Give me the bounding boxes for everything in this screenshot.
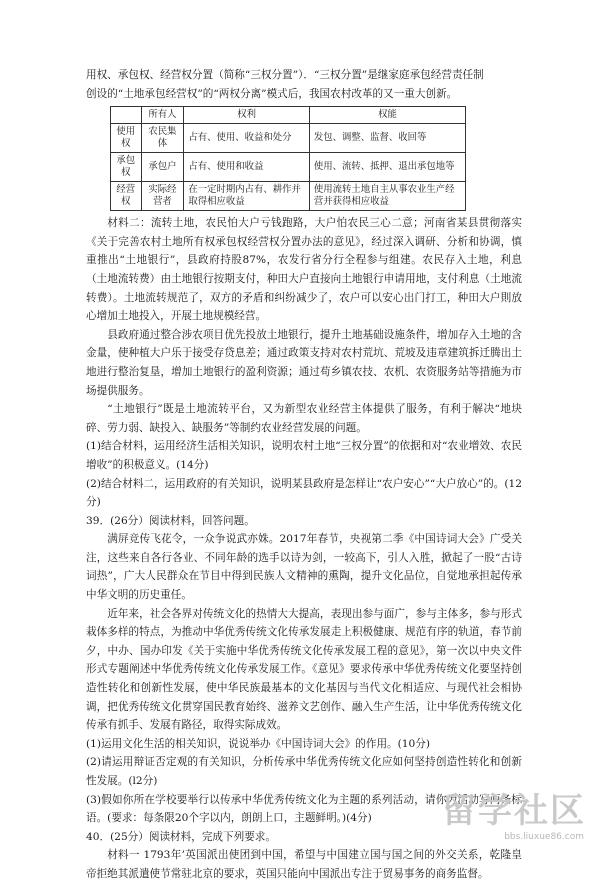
material-2-para-1: 材料二：流转土地，农民怕大户亏钱跑路，大户怕农民三心二意；河南省某县贯彻落实《关于完善农村土地所有权承包权经营权分置办法的意见》，经过深入调研、分析和协调，慎重推出“土地银行”，县政府持股87%，农发行省分行全程参与组建。农民存入土地，利息（土地流转费）由土地银行按期支付，种田大户直接向土地银行申请用地，支付利息（土地流转费）。土地流转规范了，双方的矛盾和纠纷减少了，农户可以安心出门打工，种田大户則放心增加土地投入，开展土地规模经营。 [86, 217, 522, 323]
table-cell: 使用流转土地自主从事农业生产经营并获得相应收益 [309, 182, 465, 211]
watermark-logo [436, 792, 586, 842]
table-cell: 占有、使用、收益和处分 [184, 124, 310, 153]
material-2-para-2: 县政府通过整合涉农项目优先投放土地银行，提升土地基础设施条件，增加存入土地的含金量，使种植大户乐于接受存贷息差；通过政策支持对农村荒坑、荒坡及违章建筑拆迁腾出土地进行整治复垦，增加土地银行的盈利资源；通过苟乡镇农技、农机、农资服务站等措施为市场提供服务。 [86, 328, 522, 397]
question-38-1: (1)结合材料，运用经济生活相关知识，说明农村土地“三权分置”的依据和对“农业增效、农民增收”的积极意义。(14分) [86, 440, 522, 471]
table-cell: 承包户 [141, 153, 184, 182]
question-39-1: (1)运用文化生活的相关知识，说说举办《中国诗词大会》的作用。(10分) [86, 737, 430, 750]
watermark-url: bbs.liuxue86.com [504, 832, 584, 842]
table-cell: 实际经营者 [141, 182, 184, 211]
question-39-para-2: 近年来，社会各界对传统文化的热情大大提高，表现出参与面广，参与主体多，参与形式栽体多样的特点，为推动中华优秀传统文化传承发展走上积极健康、规范有序的轨道，春节前夕，中办、国办印发《关于实施中华优秀传统文化传承发展工程的意见》，第一次以中央文件形式专题阐述中华优秀传统文化传承发展工作。《意见》要求传承中华优秀传统文化要坚持创造性转化和创新性发展，使中华民族最基本的文化基因与当代文化相适应、与现代社会相协调，把优秀传统文化贯穿国民教育始终、滋养文艺创作、融入生产生活，让中华优秀传统文化传承有抓手、发展有路径，取得实际成效。 [86, 607, 522, 732]
table-cell: 使用、流转、抵押、退出承包地等 [309, 153, 465, 182]
table-row [111, 124, 466, 153]
question-39-heading: 39．(26分）阅读材料，回答问题。 [86, 514, 255, 527]
table-header-cell: 权能 [309, 107, 465, 124]
intro-line-1: 用权、承包权、经营权分置（简称“三权分置”）．“三权分置”是继家庭承包经营责任制 [86, 69, 484, 81]
table-cell: 发包、调整、监督、收回等 [309, 124, 465, 153]
watermark-text: 留学社区 [442, 791, 586, 831]
rights-table [110, 106, 466, 211]
table-header-cell [111, 107, 142, 124]
question-39-2: (2)请运用辩证否定观的有关知识，分析传承中华优秀传统文化应如何坚持创造性转化和创新性发展。(l2分) [86, 756, 522, 787]
table-row [111, 153, 466, 182]
question-39-para-1: 满屏竞传飞花令，一众争说武亦姝。2017年春节，央视第二季《中国诗词大会》广受关注，这些来自各行各业、不同年龄的选手以诗为剑，一较高下，引人入胜，掀起了一股“古诗词热”，广大人民群众在节目中得到民族人文精神的熏陶，提升文化品位，自觉地承担起传承中华文明的历史重任。 [86, 533, 522, 602]
intro-line-2: 创设的“土地承包经营权”的“两权分离”模式后，我国农村改革的又一重大创新。 [86, 87, 458, 100]
table-cell: 经营权 [111, 182, 142, 211]
table-header-cell: 权利 [184, 107, 310, 124]
table-header-cell: 所有人 [141, 107, 184, 124]
material-2-para-3: “土地银行”既是土地流转平台，又为新型农业经营主体提供了服务，有利于解决“地块碎、劳力弱、缺投入、缺服务”等制约农业经营发展的问题。 [86, 403, 522, 434]
table-cell: 占有、使用和收益 [184, 153, 310, 182]
table-row [111, 182, 466, 211]
exam-page [86, 66, 522, 884]
question-39-3: (3)假如你所在学校要举行以传承中华优秀传统文化为主题的系列活动，请你为活动写两条标语。(要求：每条限20个字以内，朗朗上口，主题鲜明。)(4分) [86, 793, 522, 825]
table-cell: 在一定时期内占有、耕作并取得相应收益 [184, 182, 310, 211]
question-40-material-1: 材料一 1793年’英国派出使团到中国，希望与中国建立国与国之间的外交关系，乾隆皇帝拒绝其派遣使节常驻北京的要求，英国只能向中国派出专注于贸易事务的商务监督。 [86, 849, 522, 880]
table-cell: 农民集体 [141, 124, 184, 153]
table-cell: 承包权 [111, 153, 142, 182]
table-cell: 使用权 [111, 124, 142, 153]
question-40-heading: 40．(25分）阅读材料，完成下列要求。 [86, 830, 276, 843]
question-38-2: (2)结合材料二，运用政府的有关知识，说明某县政府是怎样让“农户安心”“大户放心”的。(12分) [86, 477, 522, 509]
table-header-row [111, 107, 466, 124]
